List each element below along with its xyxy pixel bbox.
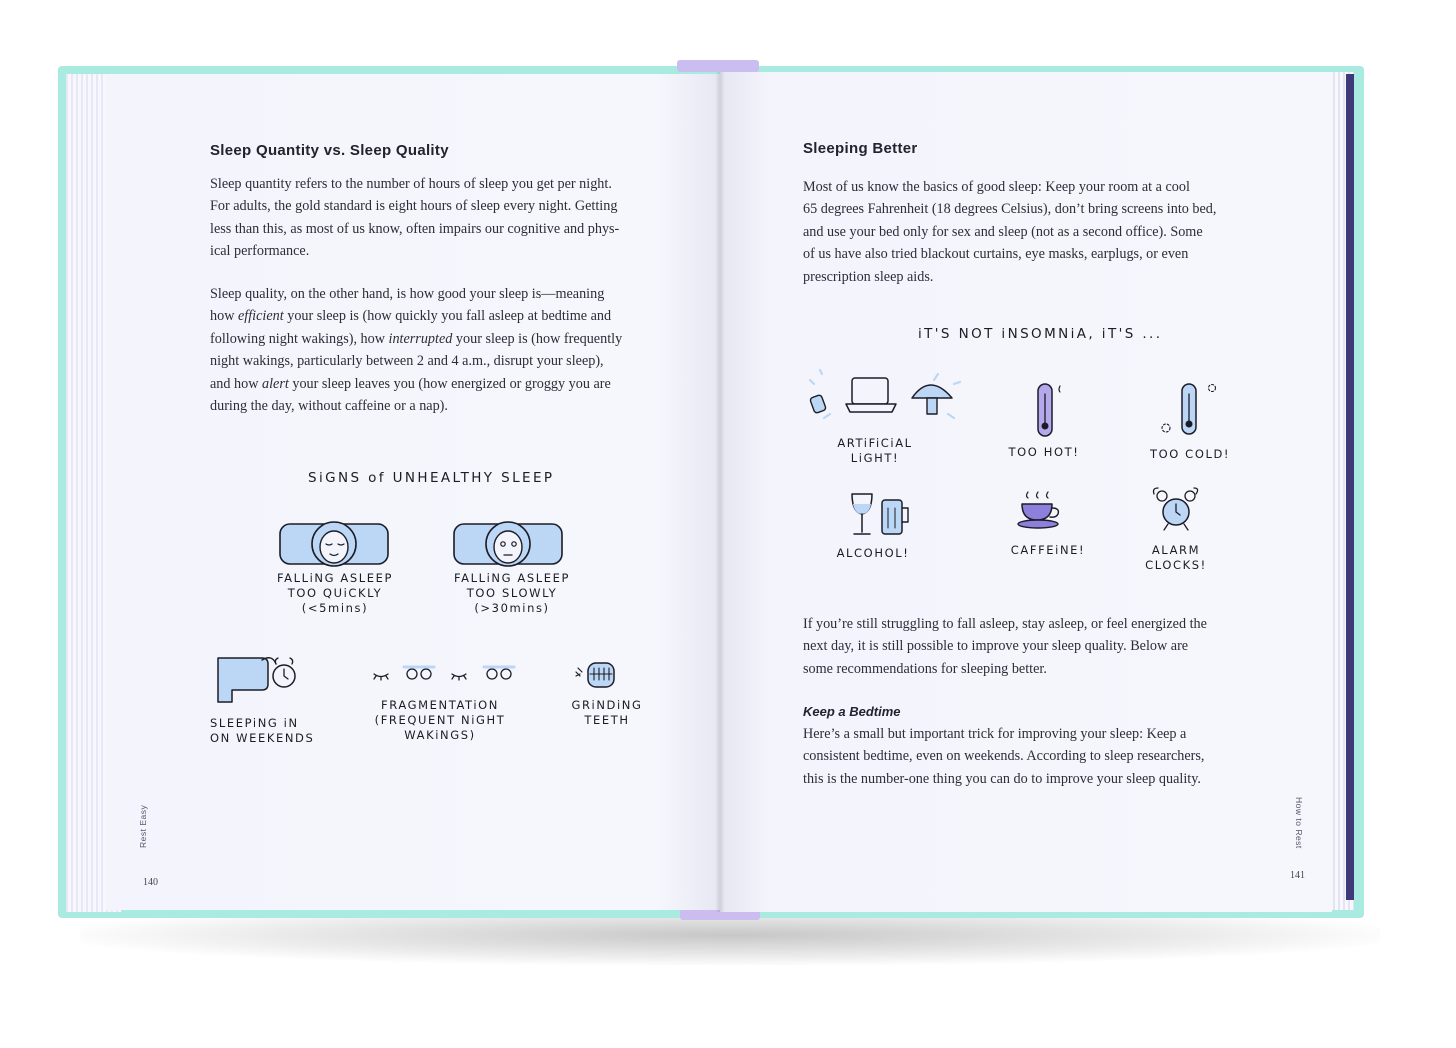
sign-label: (FREQUENT NiGHT [374, 713, 506, 727]
sign-label: (<5mins) [301, 601, 369, 615]
text-span: your sleep is (how frequently [452, 330, 623, 347]
text-span: and how [210, 375, 263, 392]
cause-too-hot [1004, 445, 1084, 460]
sleeping-face-icon [278, 520, 390, 568]
coffee-cup-icon [1016, 490, 1068, 532]
text-span: your sleep leaves you (how energized or groggy you are [288, 375, 611, 392]
sign-label: ON WEEKENDS [210, 731, 315, 745]
left-paragraph-1 [210, 173, 619, 263]
text-line [210, 305, 622, 327]
awake-face-icon [452, 520, 564, 568]
text-line: this is the number-one thing you can do to improve your sleep quality. [803, 770, 1201, 787]
cause-label: CLOCKS! [1145, 558, 1207, 572]
screens-light-icon [808, 370, 960, 430]
eyes-blinking-icon [370, 664, 516, 684]
text-line: If you’re still struggling to fall asleep, stay asleep, or feel energized the [803, 616, 1207, 632]
cause-label: ARTiFiCiAL [837, 436, 913, 450]
right-paragraph-2 [803, 613, 1207, 680]
right-paragraph-1 [803, 176, 1216, 288]
emphasis: efficient [237, 308, 284, 325]
text-line: prescription sleep aids. [803, 268, 934, 285]
cause-too-cold [1150, 447, 1230, 462]
text-line: and use your bed only for sex and sleep (not as a second office). Some [803, 223, 1203, 240]
cause-label: CAFFEiNE! [1010, 543, 1086, 557]
sign-label: FALLiNG ASLEEP [276, 571, 394, 585]
cause-label: TOO COLD! [1150, 447, 1231, 461]
left-paragraph-2 [210, 283, 622, 417]
text-line: night wakings, particularly between 2 and 4 a.m., disrupt your sleep), [210, 353, 604, 370]
sign-label: WAKiNGS) [404, 728, 476, 742]
folio-left: 140 [143, 877, 158, 888]
text-line: some recommendations for sleeping better. [803, 660, 1047, 677]
sign-label: FALLiNG ASLEEP [453, 571, 571, 585]
text-line: consistent bedtime, even on weekends. According to sleep researchers, [803, 748, 1205, 765]
text-line: of us have also tried blackout curtains, eye masks, earplugs, or even [803, 246, 1189, 263]
alarm-clock-icon [1148, 486, 1204, 534]
text-line: ical performance. [210, 243, 310, 260]
text-line: next day, it is still possible to improve your sleep quality. Below are [803, 638, 1189, 655]
cause-artificial-light [820, 436, 930, 466]
teeth-icon [574, 660, 626, 690]
text-line [210, 328, 622, 350]
cause-alcohol [826, 546, 920, 561]
pillow-alarm-icon [214, 652, 304, 704]
text-line: 65 degrees Fahrenheit (18 degrees Celsius), don’t bring screens into bed, [803, 201, 1217, 218]
sign-label: SLEEPiNG iN [210, 716, 299, 730]
sign-fragmentation [360, 698, 520, 743]
text-line: Here’s a small but important trick for improving your sleep: Keep a [803, 726, 1187, 742]
subheading-keep-a-bedtime: Keep a Bedtime [803, 704, 901, 719]
cause-label: ALARM [1151, 543, 1201, 557]
text-line: less than this, as most of us know, often impairs our cognitive and phys- [210, 220, 620, 237]
folio-right: 141 [1290, 870, 1305, 881]
sign-falling-asleep-slowly [446, 571, 578, 616]
sign-label: TOO SLOWLY [466, 586, 558, 600]
text-span: how [210, 308, 238, 325]
sign-label: TEETH [584, 713, 630, 727]
text-span: following night wakings), how [210, 330, 389, 347]
sign-grinding-teeth [566, 698, 648, 728]
running-head-right: How to Rest [1294, 797, 1304, 849]
sign-label: FRAGMENTATiON [381, 698, 499, 712]
emphasis: alert [262, 375, 289, 392]
causes-illustration-title: iT'S NOT iNSOMNiA, iT'S ... [918, 326, 1163, 342]
right-paragraph-3 [803, 723, 1204, 790]
emphasis: interrupted [388, 330, 453, 347]
cause-label: LiGHT! [850, 451, 900, 465]
cause-label: ALCOHOL! [836, 546, 910, 560]
sign-label: (>30mins) [474, 601, 550, 615]
thermometer-cold-icon [1160, 380, 1220, 438]
left-heading: Sleep Quantity vs. Sleep Quality [210, 142, 449, 159]
sign-sleeping-in [210, 716, 315, 746]
ribbon-top [677, 60, 759, 72]
book-gutter [716, 72, 724, 912]
thermometer-hot-icon [1034, 380, 1064, 438]
text-line: Sleep quality, on the other hand, is how good your sleep is—meaning [210, 286, 605, 302]
cause-caffeine [1000, 543, 1096, 558]
running-head-left: Rest Easy [138, 804, 148, 848]
text-line: during the day, without caffeine or a nap). [210, 398, 448, 415]
cause-alarm-clocks [1136, 543, 1216, 573]
cause-label: TOO HOT! [1008, 445, 1080, 459]
text-line: Most of us know the basics of good sleep: Keep your room at a cool [803, 179, 1190, 195]
right-heading: Sleeping Better [803, 140, 918, 157]
sign-label: GRiNDiNG [571, 698, 643, 712]
text-line: Sleep quantity refers to the number of hours of sleep you get per night. [210, 176, 612, 192]
text-line: For adults, the gold standard is eight hours of sleep every night. Getting [210, 198, 618, 215]
text-line [210, 373, 622, 395]
signs-illustration-title: SiGNS of UNHEALTHY SLEEP [308, 470, 555, 486]
wine-beer-icon [848, 490, 912, 540]
sign-falling-asleep-quickly [270, 571, 400, 616]
text-span: your sleep is (how quickly you fall asleep at bedtime and [283, 308, 612, 325]
page-edge-band [1346, 74, 1354, 900]
sign-label: TOO QUiCKLY [287, 586, 383, 600]
